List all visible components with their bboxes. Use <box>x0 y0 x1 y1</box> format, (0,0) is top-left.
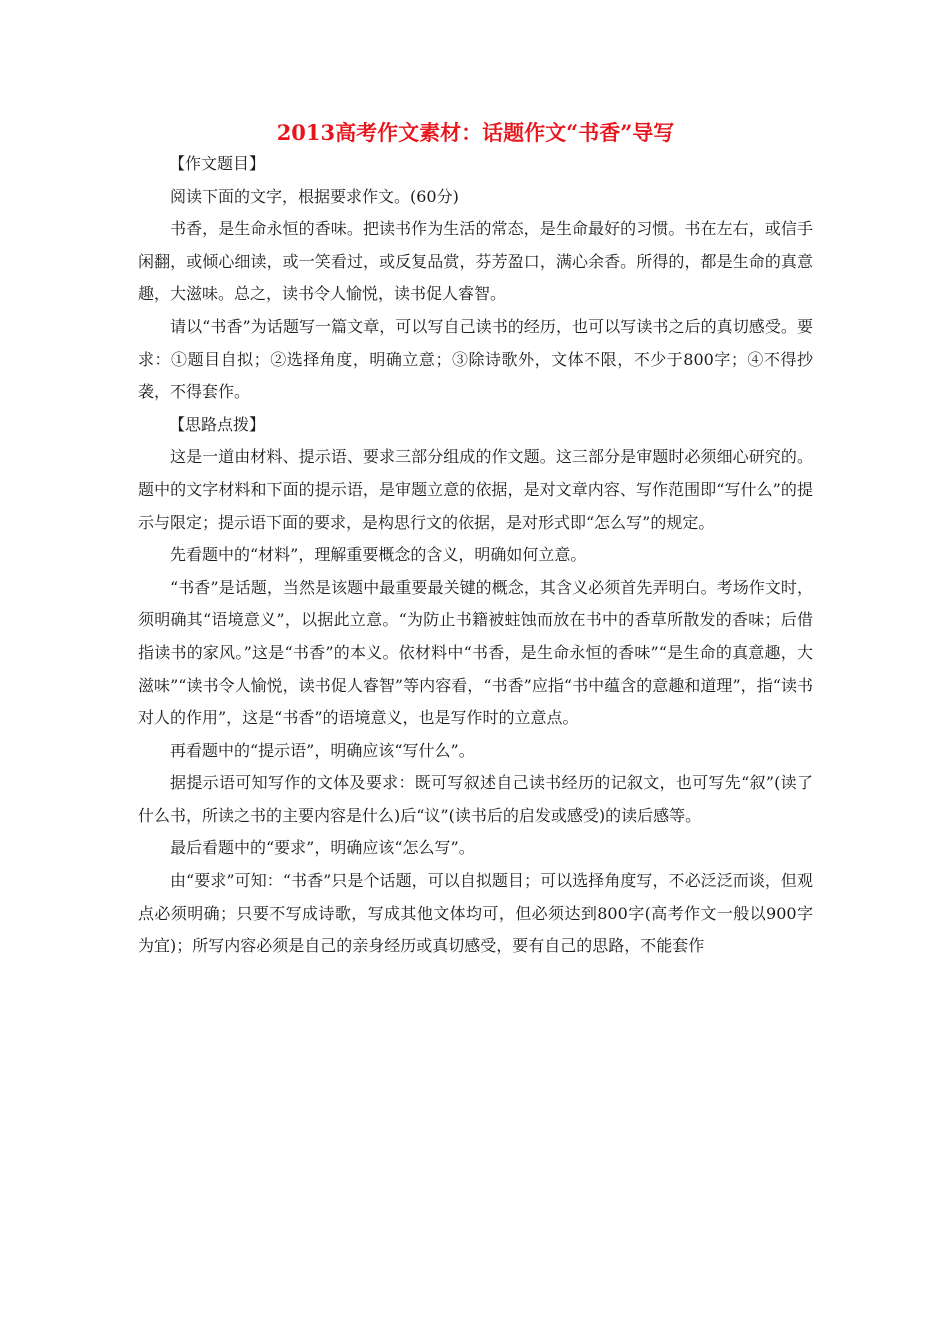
section-heading-topic: 【作文题目】 <box>169 154 266 173</box>
paragraph-prompt-analysis: 再看题中的“提示语”，明确应该“写什么”。 <box>170 740 475 760</box>
document-title: 2013高考作文素材：话题作文“书香”导写 <box>276 120 675 145</box>
document-body <box>138 148 813 963</box>
paragraph-requirement-details: 由“要求”可知：“书香”只是个话题，可以自拟题目；可以选择角度写，不必泛泛而谈，但观点必须明确；只要不写成诗歌，写成其他文体均可，但必须达到800字(高考作文一般以900字为宜)；所写内容必须是自己的亲身经历或真切感受，要有自己的思路，不能套作 <box>138 871 813 956</box>
paragraph-requirement-analysis: 最后看题中的“要求”，明确应该“怎么写”。 <box>170 838 475 858</box>
paragraph-genre: 据提示语可知写作的文体及要求：既可写叙述自己读书经历的记叙文，也可写先“叙”(读了什么书，所读之书的主要内容是什么)后“议”(读书后的启发或感受)的读后感等。 <box>138 773 813 825</box>
paragraph-material: 书香，是生命永恒的香味。把读书作为生活的常态，是生命最好的习惯。书在左右，或信手闲翻，或倾心细读，或一笑看过，或反复品赏，芬芳盈口，满心余香。所得的，都是生命的真意趣，大滋味。总之，读书令人愉悦，读书促人睿智。 <box>138 219 813 304</box>
paragraph-instruction: 阅读下面的文字，根据要求作文。(60分) <box>170 186 459 206</box>
paragraph-concept-meaning: “书香”是话题，当然是该题中最重要最关键的概念，其含义必须首先弄明白。考场作文时，须明确其“语境意义”，以据此立意。“为防止书籍被蛀蚀而放在书中的香草所散发的香味；后借指读书的家风。”这是“书香”的本义。依材料中“书香，是生命永恒的香味”“是生命的真意趣，大滋味”“读书令人愉悦，读书促人睿智”等内容看，“书香”应指“书中蕴含的意趣和道理”，指“读书对人的作用”，这是“书香”的语境意义，也是写作时的立意点。 <box>138 577 813 728</box>
paragraph-requirements: 请以“书香”为话题写一篇文章，可以写自己读书的经历，也可以写读书之后的真切感受。要求：①题目自拟；②选择角度，明确立意；③除诗歌外，文体不限，不少于800字；④不得抄袭，不得套作。 <box>138 316 813 402</box>
paragraph-material-analysis: 先看题中的“材料”，理解重要概念的含义，明确如何立意。 <box>170 545 587 565</box>
section-heading-guidance: 【思路点拨】 <box>169 414 266 434</box>
paragraph-guidance-intro: 这是一道由材料、提示语、要求三部分组成的作文题。这三部分是审题时必须细心研究的。题中的文字材料和下面的提示语，是审题立意的依据，是对文章内容、写作范围即“写什么”的提示与限定；提示语下面的要求，是构思行文的依据，是对形式即“怎么写”的规定。 <box>138 447 813 532</box>
